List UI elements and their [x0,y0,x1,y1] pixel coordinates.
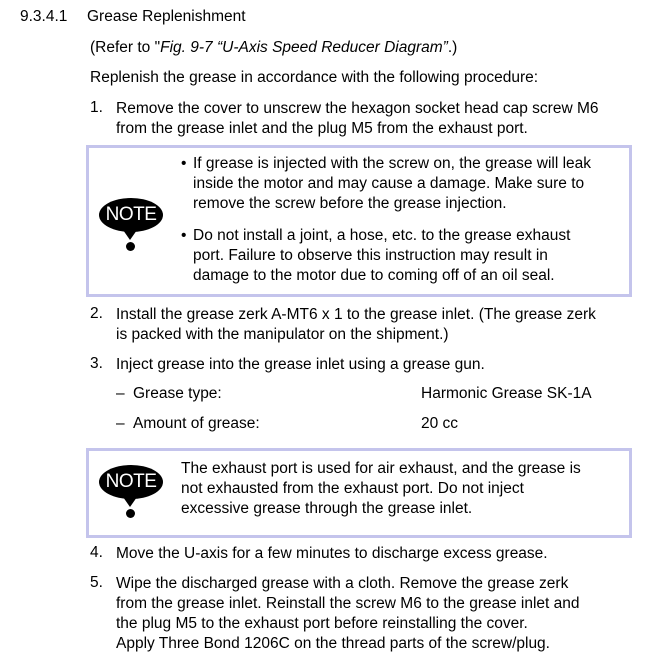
note-1-bullet-1 [193,154,591,214]
note-drop-shape [123,230,137,240]
note-box-2 [86,448,632,538]
spec-dash: – [116,385,125,402]
spec-value-grease-type: Harmonic Grease SK-1A [421,385,592,402]
step-4-text [116,544,548,564]
spec-dash: – [116,415,125,432]
figure-reference [90,39,457,57]
step-1-line: from the grease inlet and the plug M5 from the exhaust port. [116,120,528,137]
step-2-line: Install the grease zerk A-MT6 x 1 to the grease inlet. (The grease zerk [116,306,596,323]
note-badge: NOTE [99,198,163,232]
section-number: 9.3.4.1 [20,8,68,25]
refer-suffix: .) [447,39,458,56]
note-dot-shape [126,242,135,251]
step-2-text [116,305,596,345]
note-2-text [181,459,581,519]
note-badge: NOTE [99,465,163,499]
note-line: The exhaust port is used for air exhaust, and the grease is [181,460,581,477]
section-title: Grease Replenishment [87,8,246,25]
note-line: not exhausted from the exhaust port. Do not inject [181,480,524,497]
step-1-text [116,99,598,139]
note-line: remove the screw before the grease injection. [193,195,507,212]
step-5-number: 5. [90,574,103,591]
note-1-bullet-mark: • [181,227,187,244]
step-3-number: 3. [90,355,103,372]
note-box-1 [86,145,632,297]
spec-label-grease-type: Grease type: [133,385,222,402]
figure-reference-link[interactable]: Fig. 9-7 “U-Axis Speed Reducer Diagram” [160,39,448,56]
note-1-bullet-mark: • [181,155,187,172]
spec-label-amount: Amount of grease: [133,415,260,432]
step-3-line: Inject grease into the grease inlet using a grease gun. [116,356,485,373]
note-line: inside the motor and may cause a damage. Make sure to [193,175,585,192]
spec-value-amount: 20 cc [421,415,459,432]
step-2-line: is packed with the manipulator on the shipment.) [116,326,449,343]
intro-text: Replenish the grease in accordance with the following procedure: [90,69,539,86]
step-1-number: 1. [90,99,103,116]
step-4-number: 4. [90,544,103,561]
step-4-line: Move the U-axis for a few minutes to discharge excess grease. [116,545,548,562]
step-5-text [116,574,580,654]
note-line: damage to the motor due to coming off of an oil seal. [193,267,555,284]
note-line: Do not install a joint, a hose, etc. to the grease exhaust [193,227,571,244]
note-line: port. Failure to observe this instruction may result in [193,247,548,264]
step-5-line: Wipe the discharged grease with a cloth. Remove the grease zerk [116,575,569,592]
note-drop-shape [123,497,137,507]
note-1-bullet-2 [193,226,570,286]
step-3-text [116,355,485,375]
note-line: excessive grease through the grease inlet. [181,500,473,517]
note-line: If grease is injected with the screw on, the grease will leak [193,155,592,172]
step-1-line: Remove the cover to unscrew the hexagon socket head cap screw M6 [116,100,599,117]
refer-prefix: (Refer to " [90,39,161,56]
step-5-line: from the grease inlet. Reinstall the screw M6 to the grease inlet and [116,595,580,612]
step-5-line: Apply Three Bond 1206C on the thread parts of the screw/plug. [116,635,550,652]
note-dot-shape [126,509,135,518]
step-5-line: the plug M5 to the exhaust port before reinstalling the cover. [116,615,528,632]
step-2-number: 2. [90,305,103,322]
